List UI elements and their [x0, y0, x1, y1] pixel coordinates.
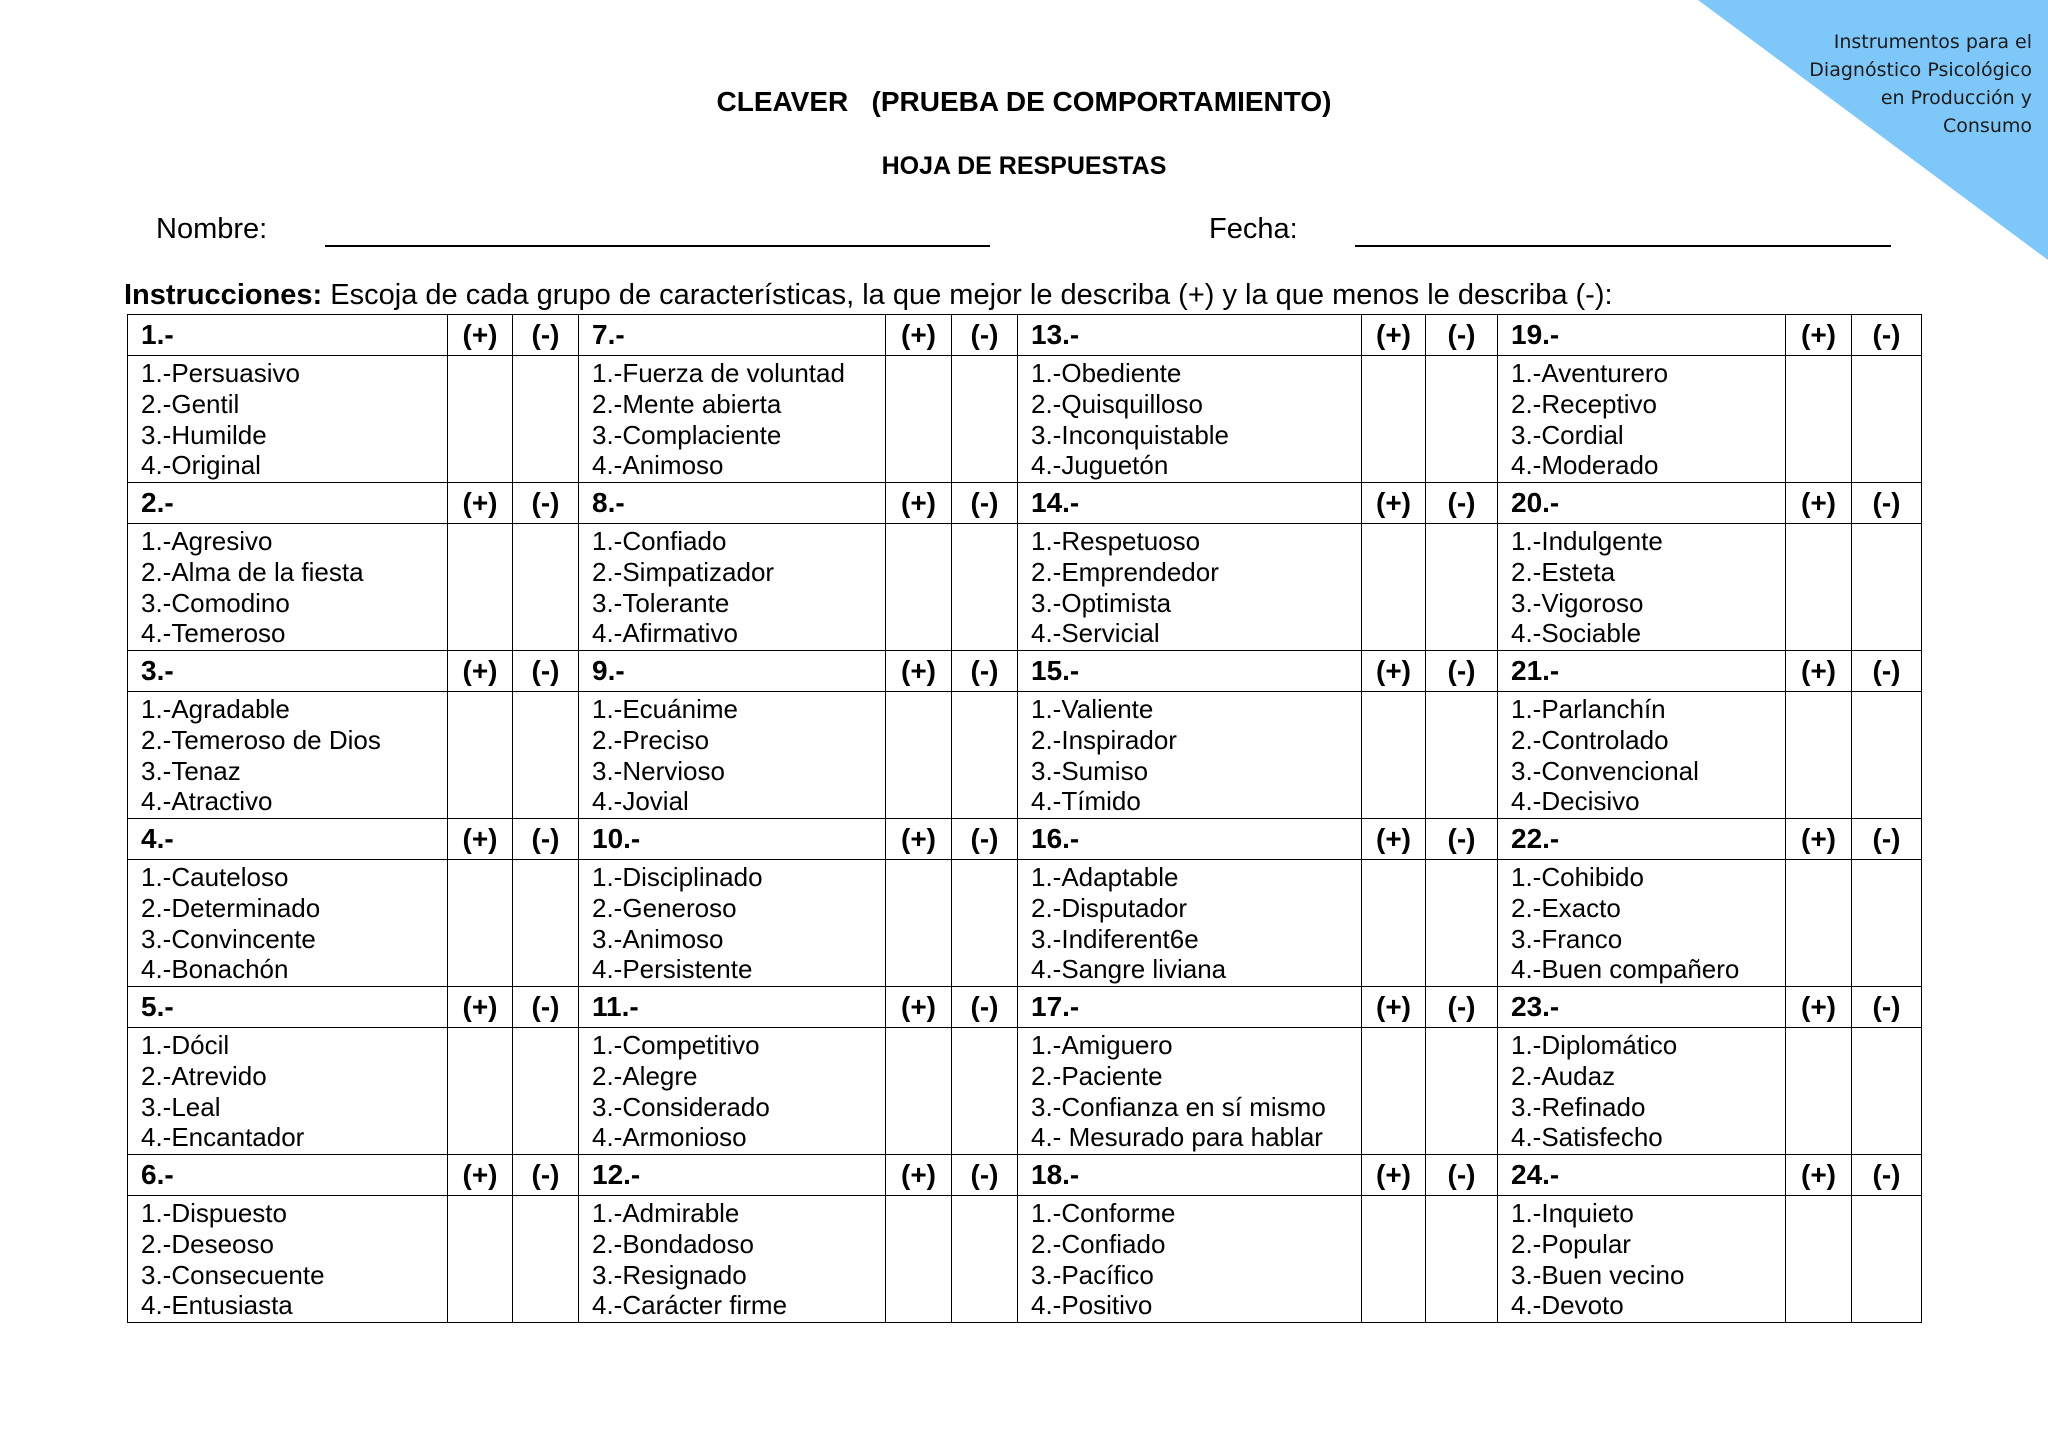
- group-items: [1498, 692, 1786, 819]
- plus-header: (+): [1362, 483, 1426, 524]
- plus-header: (+): [1786, 819, 1852, 860]
- minus-header: (-): [513, 651, 579, 692]
- trait-item: 2.-Quisquilloso: [1031, 388, 1203, 419]
- group-items: [579, 356, 886, 483]
- group-items: [579, 524, 886, 651]
- plus-answer-cell[interactable]: [448, 356, 513, 483]
- minus-answer-cell[interactable]: [952, 356, 1018, 483]
- minus-answer-cell[interactable]: [1426, 1196, 1498, 1323]
- group-number: 8.-: [579, 483, 886, 524]
- trait-item: 4.-Carácter firme: [592, 1290, 788, 1321]
- group-items: [1018, 860, 1362, 987]
- trait-item: 2.-Alma de la fiesta: [141, 556, 364, 587]
- group-items: [1018, 524, 1362, 651]
- plus-answer-cell[interactable]: [1786, 356, 1852, 483]
- group-items: [1498, 860, 1786, 987]
- minus-answer-cell[interactable]: [1852, 1028, 1922, 1155]
- minus-header: (-): [952, 651, 1018, 692]
- plus-header: (+): [448, 987, 513, 1028]
- trait-item: 3.-Refinado: [1511, 1091, 1646, 1122]
- plus-header: (+): [448, 1155, 513, 1196]
- corner-note-line: Instrumentos para el: [1833, 31, 2032, 53]
- trait-item: 1.-Obediente: [1031, 358, 1182, 388]
- trait-item: 4.-Entusiasta: [141, 1290, 293, 1321]
- trait-item: 4.-Moderado: [1511, 450, 1659, 481]
- trait-item: 1.-Agradable: [141, 694, 290, 724]
- trait-item: 3.-Convincente: [141, 923, 316, 954]
- plus-header: (+): [1786, 1155, 1852, 1196]
- minus-header: (-): [1426, 315, 1498, 356]
- trait-item: 2.-Emprendedor: [1031, 556, 1219, 587]
- trait-item: 1.-Confiado: [592, 526, 727, 556]
- group-number: 16.-: [1018, 819, 1362, 860]
- trait-item: 3.-Sumiso: [1031, 755, 1149, 786]
- minus-answer-cell[interactable]: [513, 524, 579, 651]
- corner-note-line: Consumo: [1942, 115, 2032, 137]
- trait-item: 2.-Alegre: [592, 1060, 698, 1091]
- minus-answer-cell[interactable]: [513, 356, 579, 483]
- group-number: 10.-: [579, 819, 886, 860]
- trait-item: 4.-Temeroso: [141, 618, 286, 649]
- trait-item: 2.-Determinado: [141, 892, 321, 923]
- trait-item: 2.-Mente abierta: [592, 388, 782, 419]
- trait-item: 2.-Atrevido: [141, 1060, 267, 1091]
- minus-answer-cell[interactable]: [952, 692, 1018, 819]
- group-items: [579, 692, 886, 819]
- trait-item: 4.-Positivo: [1031, 1290, 1153, 1321]
- plus-answer-cell[interactable]: [1362, 692, 1426, 819]
- trait-item: 4.-Satisfecho: [1511, 1122, 1663, 1153]
- minus-header: (-): [952, 987, 1018, 1028]
- trait-item: 1.-Cohibido: [1511, 862, 1644, 892]
- minus-answer-cell[interactable]: [1852, 524, 1922, 651]
- group-number: 9.-: [579, 651, 886, 692]
- group-number: 20.-: [1498, 483, 1786, 524]
- group-items: [579, 860, 886, 987]
- minus-header: (-): [1426, 651, 1498, 692]
- group-items-row: [128, 356, 1922, 483]
- answer-table: [127, 314, 1922, 1323]
- minus-answer-cell[interactable]: [952, 1196, 1018, 1323]
- trait-item: 1.-Disciplinado: [592, 862, 763, 892]
- plus-header: (+): [1362, 315, 1426, 356]
- trait-item: 3.-Cordial: [1511, 419, 1624, 450]
- group-number: 1.-: [128, 315, 448, 356]
- trait-item: 2.-Temeroso de Dios: [141, 724, 381, 755]
- trait-item: 2.-Deseoso: [141, 1228, 274, 1259]
- page-subtitle: HOJA DE RESPUESTAS: [881, 152, 1167, 180]
- minus-answer-cell[interactable]: [1426, 356, 1498, 483]
- group-number: 5.-: [128, 987, 448, 1028]
- plus-header: (+): [886, 1155, 952, 1196]
- group-items-row: [128, 692, 1922, 819]
- minus-answer-cell[interactable]: [513, 1196, 579, 1323]
- trait-item: 3.-Confianza en sí mismo: [1031, 1091, 1326, 1122]
- plus-header: (+): [886, 651, 952, 692]
- group-number: 4.-: [128, 819, 448, 860]
- trait-item: 1.-Valiente: [1031, 694, 1154, 724]
- trait-item: 4.-Tímido: [1031, 786, 1141, 817]
- plus-header: (+): [1786, 315, 1852, 356]
- trait-item: 4.-Decisivo: [1511, 786, 1640, 817]
- group-items: [1018, 1196, 1362, 1323]
- trait-item: 4.-Buen compañero: [1511, 954, 1740, 985]
- trait-item: 3.-Consecuente: [141, 1259, 325, 1290]
- trait-item: 4.-Animoso: [592, 450, 724, 481]
- group-number: 11.-: [579, 987, 886, 1028]
- group-items: [1018, 1028, 1362, 1155]
- plus-answer-cell[interactable]: [1362, 860, 1426, 987]
- trait-item: 1.-Conforme: [1031, 1198, 1176, 1228]
- group-header-row: [128, 315, 1922, 356]
- trait-item: 1.-Persuasivo: [141, 358, 300, 388]
- plus-answer-cell[interactable]: [886, 1196, 952, 1323]
- plus-answer-cell[interactable]: [1362, 1028, 1426, 1155]
- trait-item: 1.-Fuerza de voluntad: [592, 358, 845, 388]
- group-items-row: [128, 860, 1922, 987]
- trait-item: 4.-Devoto: [1511, 1290, 1624, 1321]
- trait-item: 4.- Mesurado para hablar: [1031, 1122, 1323, 1153]
- plus-answer-cell[interactable]: [1362, 1196, 1426, 1323]
- plus-answer-cell[interactable]: [1362, 524, 1426, 651]
- trait-item: 1.-Adaptable: [1031, 862, 1179, 892]
- minus-answer-cell[interactable]: [1426, 860, 1498, 987]
- plus-answer-cell[interactable]: [448, 860, 513, 987]
- group-number: 6.-: [128, 1155, 448, 1196]
- trait-item: 3.-Humilde: [141, 419, 267, 450]
- minus-header: (-): [1852, 1155, 1922, 1196]
- minus-header: (-): [1852, 819, 1922, 860]
- page-title: CLEAVER (PRUEBA DE COMPORTAMIENTO): [716, 86, 1332, 117]
- group-number: 21.-: [1498, 651, 1786, 692]
- group-items: [128, 860, 448, 987]
- trait-item: 1.-Parlanchín: [1511, 694, 1666, 724]
- trait-item: 3.-Convencional: [1511, 755, 1699, 786]
- plus-answer-cell[interactable]: [886, 860, 952, 987]
- trait-item: 2.-Receptivo: [1511, 388, 1657, 419]
- minus-header: (-): [513, 315, 579, 356]
- plus-header: (+): [448, 651, 513, 692]
- plus-answer-cell[interactable]: [1786, 524, 1852, 651]
- trait-item: 3.-Vigoroso: [1511, 587, 1644, 618]
- trait-item: 1.-Amiguero: [1031, 1030, 1173, 1060]
- trait-item: 3.-Franco: [1511, 923, 1623, 954]
- plus-answer-cell[interactable]: [1786, 860, 1852, 987]
- minus-header: (-): [952, 483, 1018, 524]
- group-number: 19.-: [1498, 315, 1786, 356]
- plus-header: (+): [886, 315, 952, 356]
- group-number: 3.-: [128, 651, 448, 692]
- plus-answer-cell[interactable]: [1786, 1196, 1852, 1323]
- trait-item: 4.-Original: [141, 450, 261, 481]
- group-items: [1498, 1196, 1786, 1323]
- group-items: [579, 1196, 886, 1323]
- trait-item: 4.-Bonachón: [141, 954, 289, 985]
- trait-item: 1.-Diplomático: [1511, 1030, 1678, 1060]
- group-header-row: [128, 819, 1922, 860]
- minus-answer-cell[interactable]: [1426, 1028, 1498, 1155]
- trait-item: 4.-Persistente: [592, 954, 753, 985]
- group-number: 22.-: [1498, 819, 1786, 860]
- minus-header: (-): [1426, 987, 1498, 1028]
- plus-answer-cell[interactable]: [886, 1028, 952, 1155]
- group-number: 17.-: [1018, 987, 1362, 1028]
- minus-answer-cell[interactable]: [952, 860, 1018, 987]
- trait-item: 3.-Optimista: [1031, 587, 1172, 618]
- trait-item: 3.-Pacífico: [1031, 1259, 1154, 1290]
- group-items-row: [128, 1196, 1922, 1323]
- minus-answer-cell[interactable]: [952, 524, 1018, 651]
- minus-answer-cell[interactable]: [1852, 860, 1922, 987]
- minus-header: (-): [1426, 819, 1498, 860]
- minus-answer-cell[interactable]: [1852, 1196, 1922, 1323]
- group-items: [128, 356, 448, 483]
- trait-item: 4.-Sociable: [1511, 618, 1642, 649]
- instructions: [124, 279, 1613, 312]
- trait-item: 3.-Considerado: [592, 1091, 770, 1122]
- trait-item: 3.-Inconquistable: [1031, 419, 1230, 450]
- minus-header: (-): [1852, 315, 1922, 356]
- plus-header: (+): [886, 483, 952, 524]
- plus-answer-cell[interactable]: [886, 692, 952, 819]
- group-items: [128, 1028, 448, 1155]
- minus-answer-cell[interactable]: [513, 692, 579, 819]
- instructions-text: Escoja de cada grupo de características, la que mejor le describa (+) y la que menos le describa (-):: [322, 279, 1613, 311]
- plus-header: (+): [448, 819, 513, 860]
- fecha-field[interactable]: [1355, 245, 1891, 247]
- plus-header: (+): [1786, 651, 1852, 692]
- trait-item: 3.-Nervioso: [592, 755, 725, 786]
- minus-header: (-): [952, 315, 1018, 356]
- group-number: 2.-: [128, 483, 448, 524]
- trait-item: 1.-Ecuánime: [592, 694, 738, 724]
- group-number: 14.-: [1018, 483, 1362, 524]
- fecha-label: Fecha:: [1209, 213, 1298, 245]
- trait-item: 2.-Gentil: [141, 388, 240, 419]
- trait-item: 1.-Indulgente: [1511, 526, 1663, 556]
- trait-item: 1.-Agresivo: [141, 526, 273, 556]
- group-items: [1498, 524, 1786, 651]
- trait-item: 4.-Afirmativo: [592, 618, 738, 649]
- trait-item: 2.-Exacto: [1511, 892, 1621, 923]
- trait-item: 3.-Resignado: [592, 1259, 747, 1290]
- minus-header: (-): [1426, 483, 1498, 524]
- plus-header: (+): [448, 483, 513, 524]
- group-header-row: [128, 651, 1922, 692]
- trait-item: 1.-Cauteloso: [141, 862, 289, 892]
- trait-item: 4.-Encantador: [141, 1122, 305, 1153]
- corner-note: [1772, 28, 2032, 140]
- plus-answer-cell[interactable]: [1362, 356, 1426, 483]
- minus-header: (-): [513, 1155, 579, 1196]
- trait-item: 1.-Aventurero: [1511, 358, 1669, 388]
- minus-header: (-): [513, 819, 579, 860]
- group-number: 12.-: [579, 1155, 886, 1196]
- corner-note-line: Diagnóstico Psicológico: [1809, 59, 2032, 81]
- group-items: [1498, 356, 1786, 483]
- group-items-row: [128, 524, 1922, 651]
- minus-header: (-): [1852, 651, 1922, 692]
- plus-header: (+): [448, 315, 513, 356]
- minus-header: (-): [513, 483, 579, 524]
- trait-item: 2.-Audaz: [1511, 1060, 1616, 1091]
- minus-answer-cell[interactable]: [1426, 692, 1498, 819]
- plus-answer-cell[interactable]: [448, 524, 513, 651]
- minus-answer-cell[interactable]: [513, 1028, 579, 1155]
- trait-item: 1.-Inquieto: [1511, 1198, 1634, 1228]
- trait-item: 2.-Preciso: [592, 724, 710, 755]
- plus-answer-cell[interactable]: [448, 692, 513, 819]
- group-header-row: [128, 483, 1922, 524]
- trait-item: 1.-Dispuesto: [141, 1198, 287, 1228]
- trait-item: 2.-Simpatizador: [592, 556, 775, 587]
- trait-item: 2.-Bondadoso: [592, 1228, 754, 1259]
- group-number: 23.-: [1498, 987, 1786, 1028]
- group-number: 7.-: [579, 315, 886, 356]
- trait-item: 4.-Atractivo: [141, 786, 273, 817]
- trait-item: 1.-Dócil: [141, 1030, 230, 1060]
- trait-item: 3.-Buen vecino: [1511, 1259, 1685, 1290]
- nombre-label: Nombre:: [156, 213, 268, 245]
- trait-item: 4.-Servicial: [1031, 618, 1160, 649]
- minus-header: (-): [1852, 987, 1922, 1028]
- trait-item: 4.-Juguetón: [1031, 450, 1169, 481]
- group-header-row: [128, 1155, 1922, 1196]
- corner-note-line: en Producción y: [1880, 87, 2032, 109]
- trait-item: 4.-Jovial: [592, 786, 689, 817]
- nombre-field[interactable]: [325, 245, 990, 247]
- minus-header: (-): [952, 1155, 1018, 1196]
- plus-header: (+): [1786, 987, 1852, 1028]
- plus-answer-cell[interactable]: [448, 1196, 513, 1323]
- plus-header: (+): [886, 819, 952, 860]
- group-items: [1018, 356, 1362, 483]
- plus-header: (+): [1362, 651, 1426, 692]
- minus-answer-cell[interactable]: [1852, 356, 1922, 483]
- plus-answer-cell[interactable]: [886, 524, 952, 651]
- plus-header: (+): [1362, 819, 1426, 860]
- plus-answer-cell[interactable]: [448, 1028, 513, 1155]
- group-items: [1018, 692, 1362, 819]
- plus-header: (+): [886, 987, 952, 1028]
- group-number: 13.-: [1018, 315, 1362, 356]
- minus-header: (-): [952, 819, 1018, 860]
- minus-header: (-): [513, 987, 579, 1028]
- minus-header: (-): [1426, 1155, 1498, 1196]
- group-items: [128, 1196, 448, 1323]
- trait-item: 3.-Complaciente: [592, 419, 782, 450]
- group-header-row: [128, 987, 1922, 1028]
- minus-answer-cell[interactable]: [513, 860, 579, 987]
- trait-item: 3.-Tolerante: [592, 587, 730, 618]
- group-items: [579, 1028, 886, 1155]
- group-items: [128, 524, 448, 651]
- group-items: [128, 692, 448, 819]
- plus-answer-cell[interactable]: [886, 356, 952, 483]
- trait-item: 2.-Esteta: [1511, 556, 1616, 587]
- trait-item: 4.-Armonioso: [592, 1122, 747, 1153]
- trait-item: 3.-Animoso: [592, 923, 724, 954]
- trait-item: 2.-Generoso: [592, 892, 737, 923]
- trait-item: 3.-Indiferent6e: [1031, 923, 1199, 954]
- group-number: 24.-: [1498, 1155, 1786, 1196]
- plus-header: (+): [1362, 987, 1426, 1028]
- trait-item: 2.-Inspirador: [1031, 724, 1177, 755]
- trait-item: 3.-Tenaz: [141, 755, 241, 786]
- trait-item: 4.-Sangre liviana: [1031, 954, 1227, 985]
- group-items-row: [128, 1028, 1922, 1155]
- trait-item: 1.-Respetuoso: [1031, 526, 1201, 556]
- trait-item: 2.-Popular: [1511, 1228, 1631, 1259]
- plus-answer-cell[interactable]: [1786, 692, 1852, 819]
- trait-item: 3.-Comodino: [141, 587, 290, 618]
- trait-item: 1.-Admirable: [592, 1198, 740, 1228]
- plus-header: (+): [1786, 483, 1852, 524]
- trait-item: 3.-Leal: [141, 1091, 221, 1122]
- group-items: [1498, 1028, 1786, 1155]
- minus-answer-cell[interactable]: [952, 1028, 1018, 1155]
- trait-item: 2.-Paciente: [1031, 1060, 1163, 1091]
- trait-item: 1.-Competitivo: [592, 1030, 760, 1060]
- minus-answer-cell[interactable]: [1426, 524, 1498, 651]
- plus-answer-cell[interactable]: [1786, 1028, 1852, 1155]
- minus-header: (-): [1852, 483, 1922, 524]
- plus-header: (+): [1362, 1155, 1426, 1196]
- trait-item: 2.-Controlado: [1511, 724, 1669, 755]
- trait-item: 2.-Disputador: [1031, 892, 1188, 923]
- group-number: 15.-: [1018, 651, 1362, 692]
- group-number: 18.-: [1018, 1155, 1362, 1196]
- minus-answer-cell[interactable]: [1852, 692, 1922, 819]
- trait-item: 2.-Confiado: [1031, 1228, 1166, 1259]
- instructions-lead: Instrucciones:: [124, 279, 323, 311]
